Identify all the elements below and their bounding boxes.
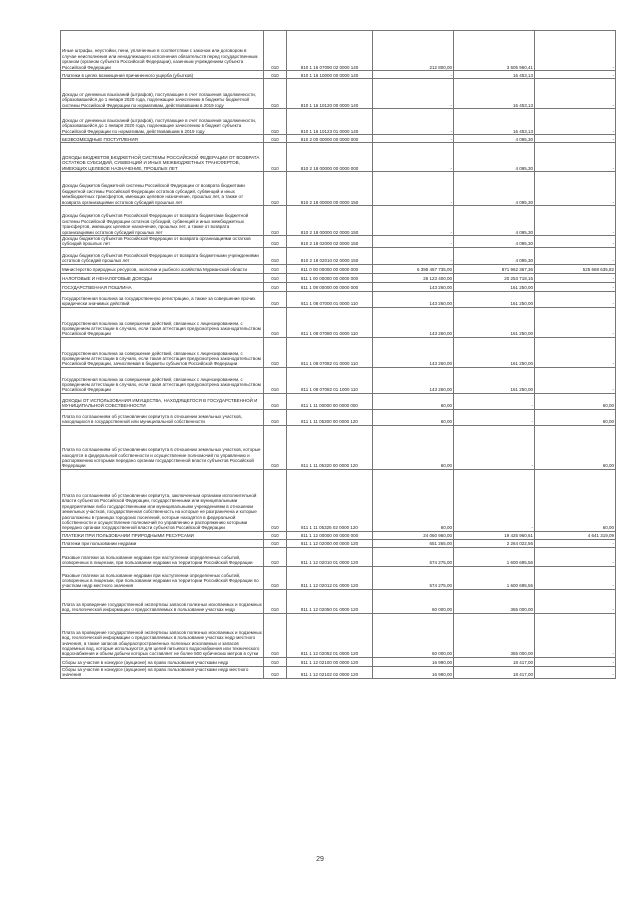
cell-unexecuted: - [535,291,616,307]
table-row [61,547,616,566]
cell-approved: - [373,206,454,236]
cell-approved: 26 123 400,00 [373,273,454,282]
cell-line-code: 010 [264,566,287,589]
table-row [61,409,616,425]
cell-line-code: 010 [264,666,287,678]
cell-executed: 4 095,30 [454,172,535,206]
income-execution-table [60,30,616,679]
cell-executed: 161 250,00 [454,337,535,367]
cell-income-code: 811 1 08 07080 01 0000 110 [287,307,373,337]
table-row [61,367,616,393]
cell-name: Платежи в целях возмещения причиненного ущерба (убытков) [61,71,264,79]
cell-name: ГОСУДАРСТВЕННАЯ ПОШЛИНА [61,282,264,291]
cell-unexecuted: - [535,566,616,589]
cell-executed: - [454,425,535,469]
table-row [61,264,616,273]
table-row [61,273,616,282]
cell-name: Разовые платежи за пользование недрами при наступлении определенных событий, оговоренных в лицензии, при пользовании недрами на территории Российской Федерации [61,547,264,566]
cell-executed: 1 600 695,56 [454,547,535,566]
table-row [61,666,616,678]
table-row [61,425,616,469]
cell-approved: 60,00 [373,425,454,469]
cell-executed: 16 453,13 [454,71,535,79]
cell-line-code: 010 [264,109,287,135]
cell-unexecuted: - [535,135,616,143]
cell-line-code: 010 [264,172,287,206]
cell-line-code: 010 [264,367,287,393]
cell-income-code: 810 1 16 10123 01 0000 140 [287,109,373,135]
cell-unexecuted: - [535,282,616,291]
cell-executed: 20 253 718,15 [454,273,535,282]
cell-executed: - [454,469,535,531]
cell-unexecuted: - [535,657,616,666]
cell-unexecuted: - [535,109,616,135]
cell-income-code: 811 1 12 02010 01 0000 120 [287,547,373,566]
table-row [61,172,616,206]
cell-line-code: 010 [264,264,287,273]
table-row [61,393,616,409]
cell-executed: - [454,409,535,425]
cell-unexecuted: - [535,247,616,264]
cell-unexecuted: - [535,172,616,206]
cell-line-code: 010 [264,79,287,109]
cell-approved: 60,00 [373,393,454,409]
cell-line-code: 010 [264,206,287,236]
cell-approved: - [373,135,454,143]
cell-name: Плата за проведение государственной экспертизы запасов полезных ископаемых и подземных вод, геологической информации о предоставляемых в пользование участках недр местного значения, а также запасов общераспространенных полезных ископаемых и запасов подземных вод, которые используются для целей питьевого водоснабжения или технического водоснабжения и объем добычи которых составляет не более 500 кубических метров в сутки [61,613,264,657]
cell-line-code: 010 [264,613,287,657]
cell-approved: - [373,172,454,206]
table-row [61,337,616,367]
cell-unexecuted: - [535,71,616,79]
cell-executed: 161 250,00 [454,291,535,307]
cell-name: Государственная пошлина за совершение действий, связанных с лицензированием, с проведением аттестации в случаях, если такая аттестация предусмотрена законодательством Российской Федерации [61,367,264,393]
cell-income-code: 810 2 18 02000 02 0000 150 [287,236,373,248]
table-row [61,291,616,307]
cell-unexecuted: 60,00 [535,425,616,469]
cell-unexecuted: - [535,206,616,236]
cell-approved: 6 395 457 735,00 [373,264,454,273]
cell-income-code: 810 2 00 00000 00 0000 000 [287,135,373,143]
cell-name: Доходы бюджетов бюджетной системы Российской Федерации от возврата бюджетами бюджетной системы Российской Федерации остатков субсидий, субвенций и иных межбюджетных трансфертов, имеющих целевое назначение, прошлых лет, а также от возврата организациями остатков субсидий прошлых лет [61,172,264,206]
cell-approved: - [373,236,454,248]
cell-line-code: 010 [264,589,287,613]
cell-executed: 4 095,30 [454,143,535,172]
table-row [61,613,616,657]
cell-income-code: 811 1 12 02052 01 0000 120 [287,613,373,657]
cell-unexecuted: - [535,539,616,547]
cell-income-code: 811 1 08 00000 00 0000 000 [287,282,373,291]
cell-income-code: 811 1 12 02000 00 0000 120 [287,539,373,547]
cell-line-code: 010 [264,657,287,666]
cell-name: Плата за проведение государственной экспертизы запасов полезных ископаемых и подземных вод, геологической информации о предоставляемых в пользование участках недр [61,589,264,613]
cell-executed: 161 250,00 [454,367,535,393]
cell-income-code: 811 0 00 00000 00 0000 000 [287,264,373,273]
cell-approved: 143 260,00 [373,291,454,307]
cell-unexecuted: 60,00 [535,409,616,425]
cell-approved: 143 260,00 [373,367,454,393]
cell-name: Государственная пошлина за государственную регистрацию, а также за совершение прочих юридически значимых действий [61,291,264,307]
cell-line-code: 010 [264,291,287,307]
cell-line-code: 010 [264,337,287,367]
cell-line-code: 010 [264,409,287,425]
cell-executed: - [454,393,535,409]
cell-income-code: 810 1 16 07090 02 0000 140 [287,31,373,71]
cell-executed: 1 600 695,56 [454,566,535,589]
cell-executed: 365 000,00 [454,613,535,657]
table-row [61,143,616,172]
cell-income-code: 810 1 16 10000 00 0000 140 [287,71,373,79]
cell-executed: 365 000,00 [454,589,535,613]
table-row [61,566,616,589]
cell-name: Доходы бюджетов субъектов Российской Федерации от возврата бюджетными учреждениями остатков субсидий прошлых лет [61,247,264,264]
cell-unexecuted: - [535,31,616,71]
table-row [61,31,616,71]
table-row [61,71,616,79]
cell-income-code: 811 1 00 00000 00 0000 000 [287,273,373,282]
cell-executed: 19 425 960,61 [454,531,535,539]
cell-income-code: 811 1 11 00000 00 0000 000 [287,393,373,409]
cell-unexecuted: - [535,589,616,613]
cell-unexecuted: - [535,236,616,248]
cell-line-code: 010 [264,539,287,547]
cell-income-code: 811 1 11 05326 02 0000 120 [287,469,373,531]
cell-income-code: 811 1 08 07082 01 0000 110 [287,337,373,367]
cell-approved: 16 990,00 [373,657,454,666]
table-row [61,531,616,539]
table-row [61,206,616,236]
cell-income-code: 811 1 12 02012 01 0000 120 [287,566,373,589]
cell-approved: - [373,247,454,264]
cell-income-code: 810 2 18 02010 02 0000 150 [287,247,373,264]
cell-line-code: 010 [264,393,287,409]
cell-line-code: 010 [264,547,287,566]
cell-income-code: 811 1 12 00000 00 0000 000 [287,531,373,539]
cell-line-code: 010 [264,273,287,282]
table-row [61,135,616,143]
cell-executed: 2 264 022,56 [454,539,535,547]
cell-line-code: 010 [264,307,287,337]
cell-income-code: 811 1 08 07082 01 1000 110 [287,367,373,393]
cell-name: Государственная пошлина за совершение действий, связанных с лицензированием, с проведением аттестации в случаях, если такая аттестация предусмотрена законодательством Российской Федерации, зачисляемая в бюджеты субъектов Российской Федерации [61,337,264,367]
table-row [61,109,616,135]
cell-line-code: 010 [264,135,287,143]
cell-executed: 871 962 367,36 [454,264,535,273]
cell-line-code: 010 [264,247,287,264]
cell-name: Иные штрафы, неустойки, пени, уплаченные в соответствии с законом или договором в случае неисполнения или ненадлежащего исполнения обязательств перед государственным органом (органом субъекта Российской Федерации), казенным учреждением субъекта Российской Федерации [61,31,264,71]
cell-executed: 3 505 960,41 [454,31,535,71]
cell-income-code: 811 1 11 05300 00 0000 120 [287,409,373,425]
cell-income-code: 810 2 18 00000 02 0000 150 [287,206,373,236]
cell-approved: - [373,71,454,79]
cell-executed: 18 417,00 [454,657,535,666]
cell-name: Плата по соглашениям об установлении сервитута в отношении земельных участков, которые находятся в федеральной собственности и осуществление полномочий по управлению и распоряжению которыми передано органам государственной власти субъектов Российской Федерации [61,425,264,469]
cell-name: Сборы за участие в конкурсе (аукционе) на право пользования участками недр [61,657,264,666]
cell-unexecuted: 4 641 319,09 [535,531,616,539]
cell-executed: 4 095,30 [454,236,535,248]
cell-approved: 574 275,00 [373,547,454,566]
cell-approved: 60 000,00 [373,613,454,657]
cell-unexecuted: - [535,273,616,282]
cell-name: Плата по соглашениям об установлении сервитута, заключенным органами исполнительной власти субъектов Российской Федерации, государственными или муниципальными предприятиями либо государственными или муниципальными учреждениями в отношении земельных участков, государственная собственность на которые не разграничена и которые расположены в границах городских поселений, которые находятся в федеральной собственности и осуществление полномочий по управлению и распоряжению которыми передано органам государственной власти субъектов Российской Федерации [61,469,264,531]
cell-unexecuted: - [535,79,616,109]
cell-line-code: 010 [264,236,287,248]
cell-name: Разовые платежи за пользование недрами при наступлении определенных событий, оговоренных в лицензии, при пользовании недрами на территории Российской Федерации по участкам недр местного значения [61,566,264,589]
table-row [61,589,616,613]
cell-approved: 60 000,00 [373,589,454,613]
cell-income-code: 811 1 08 07000 01 0000 110 [287,291,373,307]
cell-unexecuted: 60,00 [535,469,616,531]
cell-unexecuted: - [535,666,616,678]
table-row [61,657,616,666]
table-row [61,469,616,531]
cell-income-code: 810 1 16 10120 00 0000 140 [287,79,373,109]
cell-name: Доходы от денежных взысканий (штрафов), поступающие в счет погашения задолженности, образовавшейся до 1 января 2020 года, подлежащие зачислению в бюджеты бюджетной системы Российской Федерации по нормативам, действовавшим в 2019 году [61,79,264,109]
cell-name: Доходы от денежных взысканий (штрафов), поступающие в счет погашения задолженности, образовавшейся до 1 января 2020 года, подлежащие зачислению в бюджет субъекта Российской Федерации по нормативам, действовавшим в 2019 году [61,109,264,135]
cell-approved: 651 265,00 [373,539,454,547]
cell-unexecuted: - [535,143,616,172]
cell-name: Плата по соглашениям об установлении сервитута в отношении земельных участков, находящихся в государственной или муниципальной собственности [61,409,264,425]
table-row [61,282,616,291]
table-body [61,31,616,679]
table-row [61,539,616,547]
cell-income-code: 811 1 11 05320 00 0000 120 [287,425,373,469]
cell-approved: - [373,79,454,109]
table-row [61,236,616,248]
cell-name: ПЛАТЕЖИ ПРИ ПОЛЬЗОВАНИИ ПРИРОДНЫМИ РЕСУРСАМИ [61,531,264,539]
cell-income-code: 811 1 12 02050 01 0000 120 [287,589,373,613]
cell-unexecuted: - [535,307,616,337]
cell-approved: 143 260,00 [373,337,454,367]
cell-line-code: 010 [264,31,287,71]
cell-name: Сборы за участие в конкурсе (аукционе) на право пользования участками недр местного значения [61,666,264,678]
cell-approved: 574 275,00 [373,566,454,589]
cell-approved: 60,00 [373,469,454,531]
cell-unexecuted: - [535,367,616,393]
cell-unexecuted: - [535,337,616,367]
cell-unexecuted: - [535,547,616,566]
cell-executed: 161 250,00 [454,307,535,337]
cell-executed: 161 250,00 [454,282,535,291]
cell-income-code: 810 2 18 00000 00 0000 000 [287,143,373,172]
table-row [61,307,616,337]
cell-name: Платежи при пользовании недрами [61,539,264,547]
cell-approved: 143 260,00 [373,307,454,337]
cell-executed: 16 453,13 [454,109,535,135]
cell-name: Доходы бюджетов субъектов Российской Федерации от возврата бюджетами бюджетной системы Российской Федерации остатков субсидий, субвенций и иных межбюджетных трансфертов, имеющих целевое назначение, прошлых лет, а также от возврата организациями остатков субсидий прошлых лет [61,206,264,236]
cell-name: ДОХОДЫ ОТ ИСПОЛЬЗОВАНИЯ ИМУЩЕСТВА, НАХОДЯЩЕГОСЯ В ГОСУДАРСТВЕННОЙ И МУНИЦИПАЛЬНОЙ СОБСТВЕННОСТИ [61,393,264,409]
cell-executed: 4 095,30 [454,206,535,236]
cell-unexecuted: 60,00 [535,393,616,409]
cell-approved: 212 800,00 [373,31,454,71]
cell-approved: 143 260,00 [373,282,454,291]
cell-name: Доходы бюджетов субъектов Российской Федерации от возврата организациями остатков субсидий прошлых лет [61,236,264,248]
cell-approved: - [373,109,454,135]
cell-line-code: 010 [264,425,287,469]
cell-name: Министерство природных ресурсов, экологии и рыбного хозяйства Мурманской области [61,264,264,273]
cell-line-code: 010 [264,531,287,539]
cell-executed: 4 095,30 [454,247,535,264]
cell-line-code: 010 [264,143,287,172]
report-page [60,30,614,679]
cell-income-code: 811 1 12 02100 00 0000 120 [287,657,373,666]
cell-approved: 24 060 960,00 [373,531,454,539]
cell-unexecuted: 525 668 635,82 [535,264,616,273]
cell-name: Государственная пошлина за совершение действий, связанных с лицензированием, с проведением аттестации в случаях, если такая аттестация предусмотрена законодательством Российской Федерации [61,307,264,337]
cell-executed: 18 417,00 [454,666,535,678]
cell-line-code: 010 [264,282,287,291]
cell-approved: 60,00 [373,409,454,425]
cell-unexecuted: - [535,613,616,657]
table-row [61,79,616,109]
cell-line-code: 010 [264,469,287,531]
cell-executed: 4 095,30 [454,135,535,143]
cell-income-code: 810 2 18 00000 00 0000 150 [287,172,373,206]
cell-name: ДОХОДЫ БЮДЖЕТОВ БЮДЖЕТНОЙ СИСТЕМЫ РОССИЙСКОЙ ФЕДЕРАЦИИ ОТ ВОЗВРАТА ОСТАТКОВ СУБСИДИЙ, СУБВЕНЦИЙ И ИНЫХ МЕЖБЮДЖЕТНЫХ ТРАНСФЕРТОВ, ИМЕЮЩИХ ЦЕЛЕВОЕ НАЗНАЧЕНИЕ, ПРОШЛЫХ ЛЕТ [61,143,264,172]
cell-name: БЕЗВОЗМЕЗДНЫЕ ПОСТУПЛЕНИЯ [61,135,264,143]
table-row [61,247,616,264]
cell-approved: - [373,143,454,172]
cell-approved: 16 990,00 [373,666,454,678]
cell-line-code: 010 [264,71,287,79]
page-number: 29 [316,856,324,863]
cell-income-code: 811 1 12 02102 02 0000 120 [287,666,373,678]
cell-name: НАЛОГОВЫЕ И НЕНАЛОГОВЫЕ ДОХОДЫ [61,273,264,282]
cell-executed: 16 453,13 [454,79,535,109]
